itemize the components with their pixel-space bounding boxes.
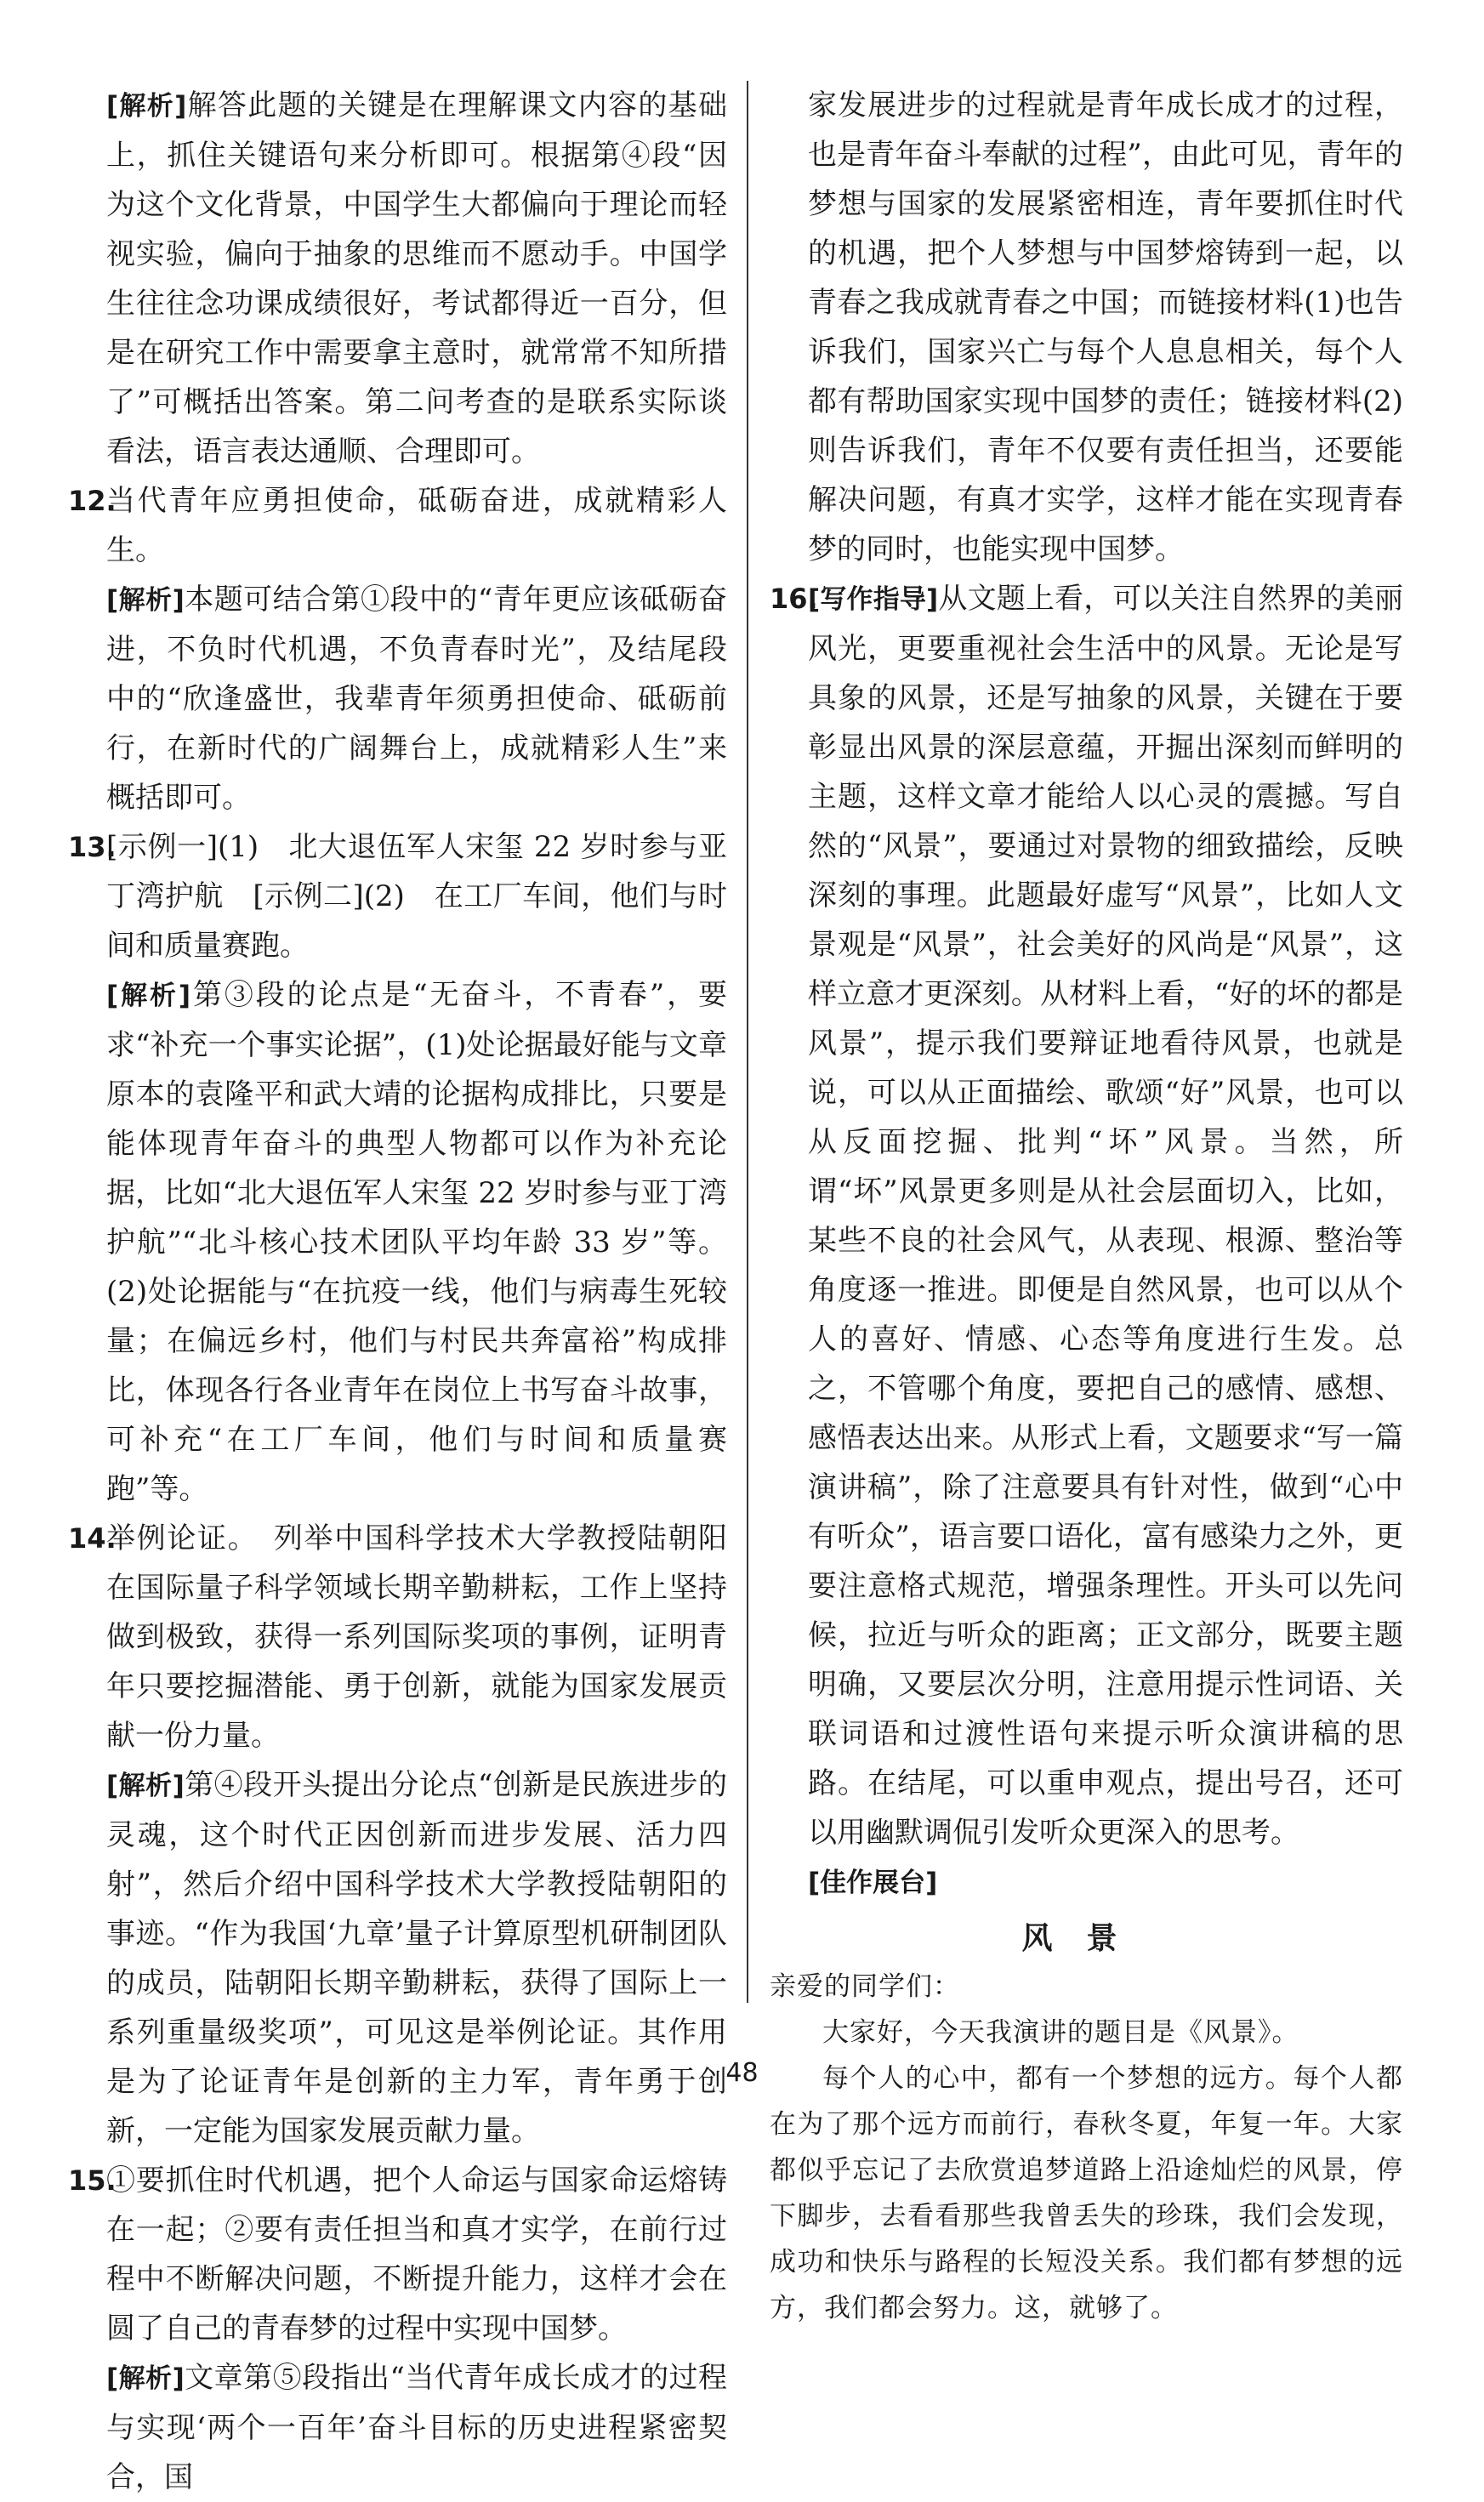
answer-12-analysis [68, 575, 727, 822]
sample-essay [770, 1964, 1403, 2331]
answer-text: ①要抓住时代机遇，把个人命运与国家命运熔铸在一起；②要有责任担当和真才实学，在前行过程中不断解决问题，不断提升能力，这样才会在圆了自己的青春梦的过程中实现中国梦。 [106, 2164, 727, 2346]
column-divider [747, 81, 748, 2003]
right-column [770, 81, 1403, 2331]
answer-11-analysis [68, 81, 727, 476]
analysis-label: [解析] [106, 981, 191, 1011]
answer-text: 当代青年应勇担使命，砥砺奋进，成就精彩人生。 [106, 484, 727, 567]
answer-15 [68, 2156, 727, 2353]
question-number: 13. [68, 831, 117, 863]
writing-guide-text: 从文题上看，可以关注自然界的美丽风光，更要重视社会生活中的风景。无论是写具象的风景，还是写抽象的风景，关键在于要彰显出风景的深层意蕴，开掘出深刻而鲜明的主题，这样文章才能给人以心灵的震撼。写自然的“风景”，要通过对景物的细致描绘，反映深刻的事理。此题最好虚写“风景”，比如人文景观是“风景”，社会美好的风尚是“风景”，这样立意才更深刻。从材料上看，“好的坏的都是风景”，提示我们要辩证地看待风景，也就是说，可以从正面描绘、歌颂“好”风景，也可以从反面挖掘、批判“坏”风景。当然，所谓“坏”风景更多则是从社会层面切入，比如，某些不良的社会风气，从表现、根源、整治等角度逐一推进。即便是自然风景，也可以从个人的喜好、情感、心态等角度进行生发。总之，不管哪个角度，要把自己的感情、感想、感悟表达出来。从形式上看，文题要求“写一篇演讲稿”，除了注意要具有针对性，做到“心中有听众”，语言要口语化，富有感染力之外，更要注意格式规范，增强条理性。开头可以先问候，拉近与听众的距离；正文部分，既要主题明确，又要层次分明，注意用提示性词语、关联词语和过渡性语句来提示听众演讲稿的思路。在结尾，可以重申观点，提出号召，还可以用幽默调侃引发听众更深入的思考。 [808, 582, 1404, 1850]
answer-15-analysis [68, 2353, 727, 2502]
writing-guide-label: [写作指导] [808, 584, 939, 615]
question-number: 15. [68, 2164, 117, 2197]
essay-paragraph: 每个人的心中，都有一个梦想的远方。每个人都在为了那个远方而前行，春秋冬夏，年复一年。大家都似乎忘记了去欣赏追梦道路上沿途灿烂的风景，停下脚步，去看看那些我曾丢失的珍珠，我们会发现，成功和快乐与路程的长短没关系。我们都有梦想的远方，我们都会努力。这，就够了。 [770, 2063, 1403, 2323]
left-column [68, 81, 727, 2502]
answer-15-analysis-continued: 家发展进步的过程就是青年成长成才的过程，也是青年奋斗奉献的过程”，由此可见，青年的梦想与国家的发展紧密相连，青年要抓住时代的机遇，把个人梦想与中国梦熔铸到一起，以青春之我成就青春之中国；而链接材料(1)也告诉我们，国家兴亡与每个人息息相关，每个人都有帮助国家实现中国梦的责任；链接材料(2)则告诉我们，青年不仅要有责任担当，还要能解决问题，有真才实学，这样才能在实现青春梦的同时，也能实现中国梦。 [808, 88, 1403, 566]
question-number: 16. [770, 583, 818, 615]
answer-14-analysis [68, 1760, 727, 2156]
analysis-text: 第④段开头提出分论点“创新是民族进步的灵魂，这个时代正因创新而进步发展、活力四射”，然后介绍中国科学技术大学教授陆朝阳的事迹。“作为我国‘九章’量子计算原型机研制团队的成员，陆朝阳长期辛勤耕耘，获得了国际上一系列重量级奖项”，可见这是举例论证。其作用是为了论证青年是创新的主力军，青年勇于创新，一定能为国家发展贡献力量。 [106, 1768, 727, 2148]
writing-guide [808, 574, 1403, 1857]
question-number: 12. [68, 485, 117, 517]
analysis-text: 本题可结合第①段中的“青年更应该砥砺奋进，不负时代机遇，不负青春时光”，及结尾段中的“欣逢盛世，我辈青年须勇担使命、砥砺前行，在新时代的广阔舞台上，成就精彩人生”来概括即可。 [106, 583, 727, 815]
essay-paragraph: 大家好，今天我演讲的题目是《风景》。 [822, 2017, 1299, 2048]
analysis-text: 解答此题的关键是在理解课文内容的基础上，抓住关键语句来分析即可。根据第④段“因为这个文化背景，中国学生大都偏向于理论而轻视实验，偏向于抽象的思维而不愿动手。中国学生往往念功课成绩很好，考试都得近一百分，但是在研究工作中需要拿主意时，就常常不知所措了”可概括出答案。第二问考查的是联系实际谈看法，语言表达通顺、合理即可。 [106, 88, 728, 469]
answer-text: 举例论证。 列举中国科学技术大学教授陆朝阳在国际量子科学领域长期辛勤耕耘，工作上坚持做到极致，获得一系列国际奖项的事例，证明青年只要挖掘潜能、勇于创新，就能为国家发展贡献一份力量。 [106, 1521, 727, 1753]
answer-14 [68, 1514, 727, 1760]
essay-salutation: 亲爱的同学们： [770, 1971, 960, 2002]
analysis-text: 文章第⑤段指出“当代青年成长成才的过程与实现‘两个一百年’奋斗目标的历史进程紧密契合，国 [106, 2361, 727, 2494]
answer-12 [68, 476, 727, 575]
showcase-label: [佳作展台] [808, 1868, 938, 1898]
answer-16 [770, 574, 1403, 1857]
answer-13-analysis [68, 970, 727, 1514]
analysis-text: 第③段的论点是“无奋斗，不青春”，要求“补充一个事实论据”，(1)处论据最好能与文章原本的袁隆平和武大靖的论据构成排比，只要是能体现青年奋斗的典型人物都可以作为补充论据，比如“北大退伍军人宋玺 22 岁时参与亚丁湾护航”“北斗核心技术团队平均年龄 33 岁”等。(2)处论据能与“在抗疫一线，他们与病毒生死较量；在偏远乡村，他们与村民共奔富裕”构成排比，体现各行各业青年在岗位上书写奋斗故事，可补充“在工厂车间，他们与时间和质量赛跑”等。 [106, 978, 728, 1506]
answer-text: [示例一](1) 北大退伍军人宋玺 22 岁时参与亚丁湾护航 [示例二](2) 在工厂车间，他们与时间和质量赛跑。 [106, 830, 727, 963]
page-number: 48 [725, 2058, 759, 2088]
analysis-label: [解析] [106, 1771, 185, 1801]
answer-13 [68, 822, 727, 970]
question-number: 14. [68, 1522, 117, 1555]
essay-title: 风景 [1021, 1921, 1151, 1956]
analysis-label: [解析] [106, 91, 187, 122]
analysis-label: [解析] [106, 585, 185, 616]
analysis-label: [解析] [106, 2363, 185, 2394]
